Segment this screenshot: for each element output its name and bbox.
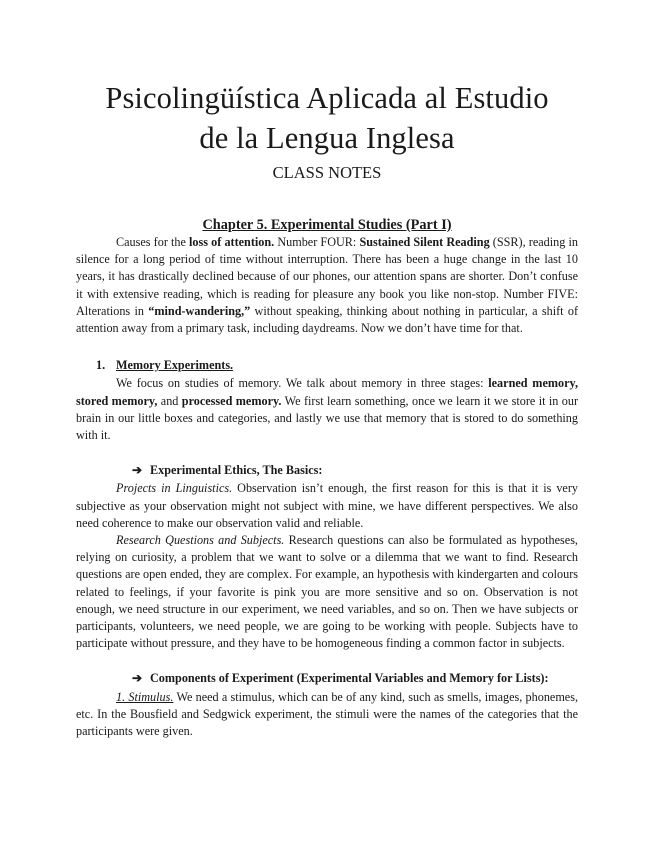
subheading-label: Components of Experiment (Experimental Variables and Memory for Lists): <box>150 671 549 686</box>
arrow-right-icon: ➔ <box>132 463 143 478</box>
chapter-heading: Chapter 5. Experimental Studies (Part I) <box>202 217 452 233</box>
research-questions-paragraph: Research Questions and Subjects. Research questions can also be formulated as hypotheses, relying on curiosity, a problem that we want to solve or a dilemma that we want to find. Research questions are open ended, they are complex. For example, an hypothesis with kindergarten and colours related to feelings, if your favorite is pink you are more sensitive and so on. Observation is not enough, we need structure in our experiment, we need variables, and so on. Then we have subjects or participants, volunteers, we need people, we are going to be working with people. Subjects have to participate without pressure, and they have to be homogeneous finding a common factor in subjects. <box>76 533 578 651</box>
document-page <box>76 78 578 740</box>
memory-paragraph: We focus on studies of memory. We talk about memory in three stages: learned memory, stored memory, and processed memory. We first learn something, once we learn it we store it in our brain in our little boxes and categories, and lastly we use that memory that is stored to do something with it. <box>76 376 578 443</box>
title-line-1: Psicolingüística Aplicada al Estudio <box>105 81 549 115</box>
section-label: Memory Experiments. <box>116 358 234 373</box>
document-title <box>76 78 578 158</box>
stimulus-paragraph: 1. Stimulus. We need a stimulus, which can be of any kind, such as smells, images, phonemes, etc. In the Bousfield and Sedgwick experiment, the stimuli were the names of the categories that the participants were given. <box>76 689 578 739</box>
section-heading-memory-experiments <box>96 357 578 374</box>
intro-paragraph: Causes for the loss of attention. Number FOUR: Sustained Silent Reading (SSR), reading in silence for a long period of time without interruption. There has been a huge change in the last 10 years, it has drastically declined because of our phones, our attention spans are shorter. Don’t confuse it with extensive reading, which is reading for pleasure any book you like non-stop. Number FIVE: Alterations in “mind-wandering,” without speaking, thinking about nothing in particular, a shift of attention away from a primary task, including daydreams. Now we don’t have time for that. <box>76 235 579 336</box>
projects-paragraph: Projects in Linguistics. Observation isn’t enough, the first reason for this is that it is very subjective as your observation might not subject with mine, we have different perspectives. We also need coherence to make our observation valid and reliable. <box>76 481 578 530</box>
title-line-2: de la Lengua Inglesa <box>199 121 455 155</box>
arrow-right-icon: ➔ <box>132 671 143 686</box>
subheading-components <box>132 670 578 687</box>
document-subtitle: CLASS NOTES <box>272 163 382 182</box>
subheading-experimental-ethics <box>132 462 578 479</box>
section-number: 1. <box>96 358 106 373</box>
subheading-label: Experimental Ethics, The Basics: <box>150 463 323 478</box>
